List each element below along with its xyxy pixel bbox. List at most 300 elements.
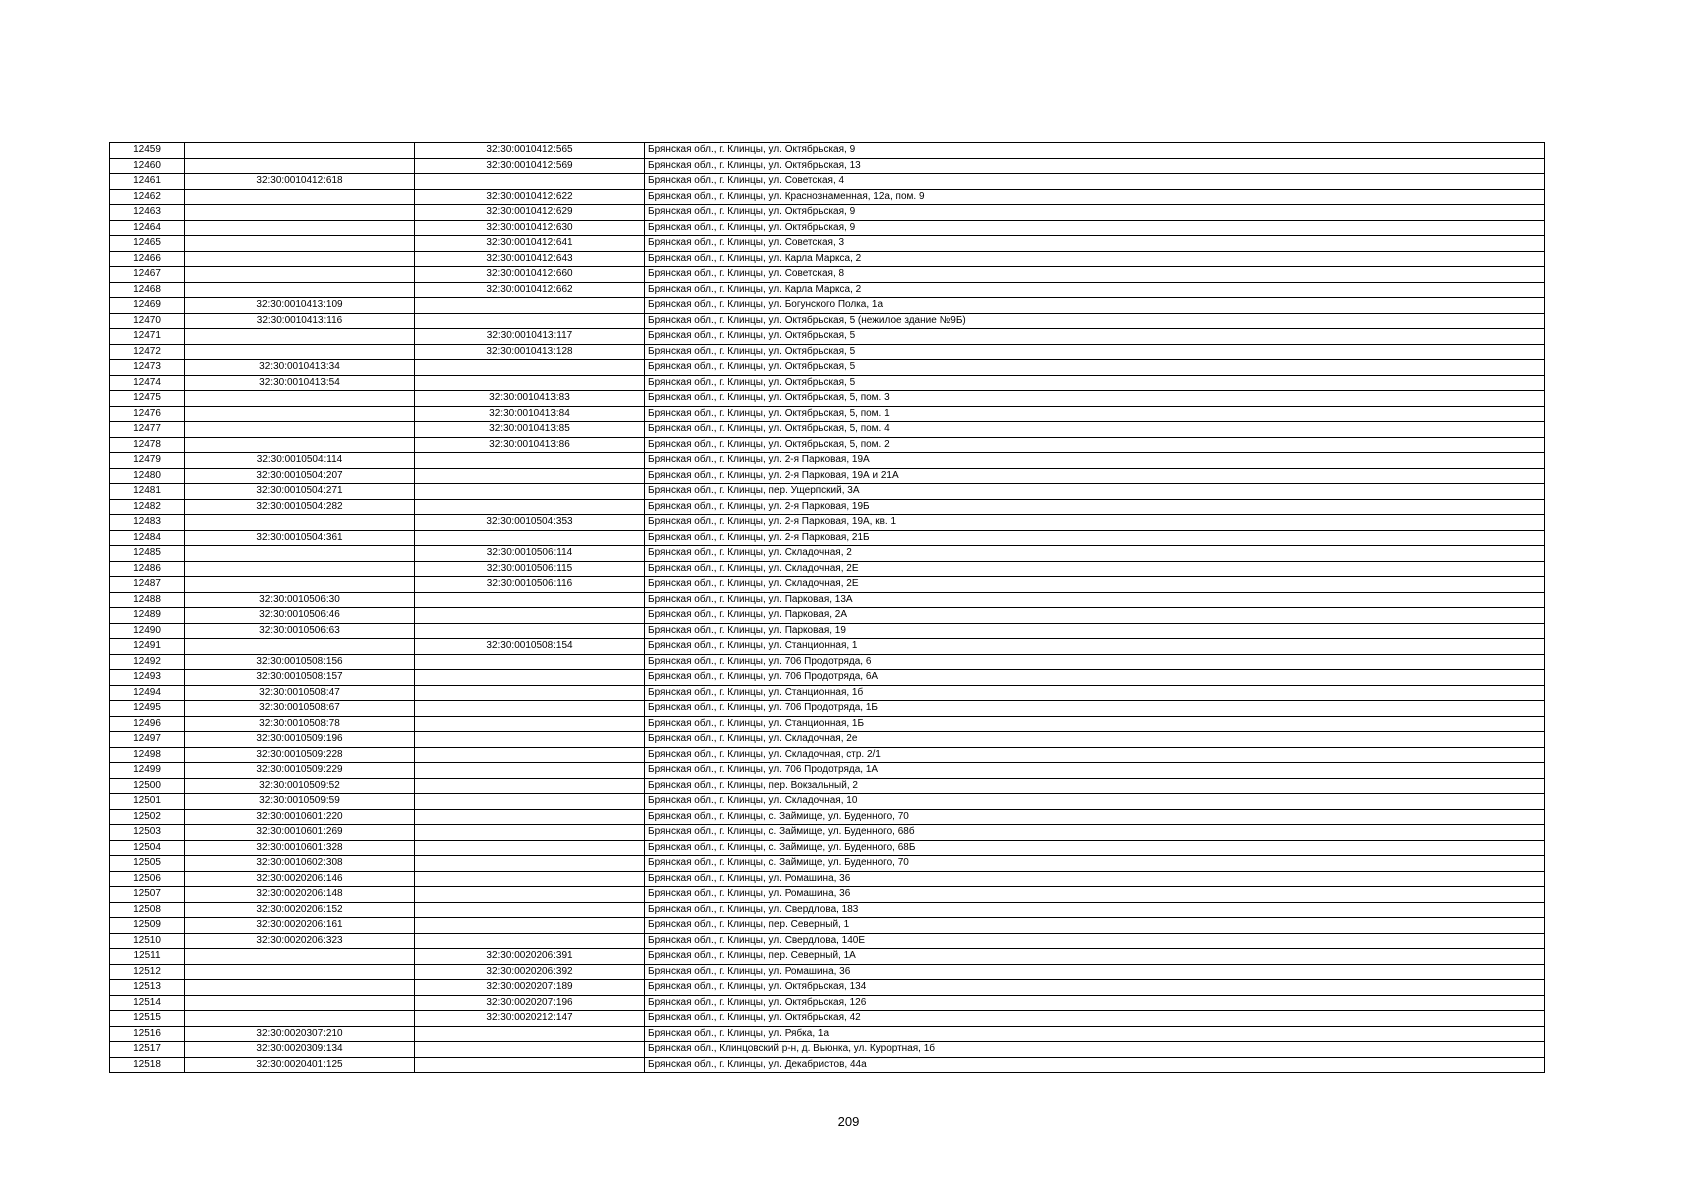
cadastral-object-cell: 32:30:0010413:83 — [415, 391, 645, 407]
table-row — [110, 716, 1545, 732]
cadastral-land-cell: 32:30:0010506:46 — [185, 608, 415, 624]
cadastral-land-cell: 32:30:0010506:30 — [185, 592, 415, 608]
row-number-cell: 12465 — [110, 236, 185, 252]
row-number-cell: 12514 — [110, 995, 185, 1011]
cadastral-object-cell — [415, 592, 645, 608]
table-row — [110, 918, 1545, 934]
row-number-cell: 12473 — [110, 360, 185, 376]
cadastral-land-cell: 32:30:0010509:52 — [185, 778, 415, 794]
table-row — [110, 995, 1545, 1011]
row-number-cell: 12478 — [110, 437, 185, 453]
cadastral-object-cell: 32:30:0020206:391 — [415, 949, 645, 965]
cadastral-object-cell — [415, 701, 645, 717]
address-cell: Брянская обл., г. Клинцы, ул. Октябрьская, 13 — [645, 158, 1545, 174]
cadastral-land-cell — [185, 344, 415, 360]
cadastral-object-cell — [415, 468, 645, 484]
address-cell: Брянская обл., г. Клинцы, ул. 2-я Парковая, 21Б — [645, 530, 1545, 546]
cadastral-object-cell: 32:30:0010412:662 — [415, 282, 645, 298]
cadastral-object-cell: 32:30:0010506:115 — [415, 561, 645, 577]
address-cell: Брянская обл., г. Клинцы, ул. Октябрьская, 5 — [645, 375, 1545, 391]
address-cell: Брянская обл., г. Клинцы, ул. 2-я Парковая, 19А, кв. 1 — [645, 515, 1545, 531]
cadastral-object-cell: 32:30:0010413:85 — [415, 422, 645, 438]
table-row — [110, 608, 1545, 624]
row-number-cell: 12506 — [110, 871, 185, 887]
cadastral-object-cell — [415, 747, 645, 763]
cadastral-land-cell: 32:30:0010601:220 — [185, 809, 415, 825]
cadastral-object-cell — [415, 732, 645, 748]
table-row — [110, 980, 1545, 996]
table-row — [110, 298, 1545, 314]
cadastral-land-cell — [185, 949, 415, 965]
cadastral-land-cell: 32:30:0010508:156 — [185, 654, 415, 670]
address-cell: Брянская обл., г. Клинцы, ул. 2-я Парковая, 19Б — [645, 499, 1545, 515]
row-number-cell: 12494 — [110, 685, 185, 701]
cadastral-land-cell: 32:30:0010413:109 — [185, 298, 415, 314]
address-cell: Брянская обл., г. Клинцы, ул. Карла Маркса, 2 — [645, 282, 1545, 298]
cadastral-object-cell — [415, 375, 645, 391]
address-cell: Брянская обл., г. Клинцы, ул. Рябка, 1а — [645, 1026, 1545, 1042]
table-row — [110, 251, 1545, 267]
cadastral-land-cell — [185, 995, 415, 1011]
cadastral-object-cell: 32:30:0010412:630 — [415, 220, 645, 236]
address-cell: Брянская обл., г. Клинцы, ул. Октябрьская, 5 — [645, 329, 1545, 345]
address-cell: Брянская обл., г. Клинцы, ул. Ромашина, 36 — [645, 964, 1545, 980]
table-row — [110, 1026, 1545, 1042]
row-number-cell: 12477 — [110, 422, 185, 438]
table-row — [110, 344, 1545, 360]
cadastral-object-cell — [415, 313, 645, 329]
table-row — [110, 1042, 1545, 1058]
address-cell: Брянская обл., г. Клинцы, ул. Октябрьская, 134 — [645, 980, 1545, 996]
cadastral-object-cell — [415, 608, 645, 624]
table-row — [110, 313, 1545, 329]
address-cell: Брянская обл., г. Клинцы, ул. Парковая, 19 — [645, 623, 1545, 639]
cadastral-object-cell: 32:30:0010412:622 — [415, 189, 645, 205]
table-row — [110, 360, 1545, 376]
cadastral-land-cell — [185, 205, 415, 221]
cadastral-land-cell: 32:30:0010601:269 — [185, 825, 415, 841]
address-cell: Брянская обл., г. Клинцы, ул. Декабристов, 44а — [645, 1057, 1545, 1073]
row-number-cell: 12460 — [110, 158, 185, 174]
cadastral-object-cell — [415, 840, 645, 856]
cadastral-land-cell: 32:30:0020206:146 — [185, 871, 415, 887]
cadastral-object-cell: 32:30:0020207:196 — [415, 995, 645, 1011]
table-row — [110, 654, 1545, 670]
cadastral-object-cell — [415, 530, 645, 546]
row-number-cell: 12464 — [110, 220, 185, 236]
table-row — [110, 701, 1545, 717]
address-cell: Брянская обл., г. Клинцы, ул. Октябрьская, 42 — [645, 1011, 1545, 1027]
cadastral-object-cell — [415, 794, 645, 810]
cadastral-object-cell: 32:30:0020212:147 — [415, 1011, 645, 1027]
row-number-cell: 12481 — [110, 484, 185, 500]
address-cell: Брянская обл., г. Клинцы, ул. Станционная, 1Б — [645, 716, 1545, 732]
address-cell: Брянская обл., г. Клинцы, ул. Ромашина, 36 — [645, 887, 1545, 903]
cadastral-land-cell — [185, 267, 415, 283]
table-row — [110, 964, 1545, 980]
cadastral-land-cell — [185, 391, 415, 407]
cadastral-land-cell: 32:30:0010504:361 — [185, 530, 415, 546]
table-row — [110, 794, 1545, 810]
table-row — [110, 809, 1545, 825]
table-row — [110, 375, 1545, 391]
cadastral-land-cell — [185, 422, 415, 438]
address-cell: Брянская обл., г. Клинцы, ул. Октябрьская, 5 — [645, 344, 1545, 360]
table-row — [110, 1057, 1545, 1073]
table-row — [110, 267, 1545, 283]
cadastral-object-cell — [415, 1026, 645, 1042]
address-cell: Брянская обл., г. Клинцы, ул. 706 Продотряда, 1А — [645, 763, 1545, 779]
table-row — [110, 949, 1545, 965]
row-number-cell: 12480 — [110, 468, 185, 484]
cadastral-land-cell: 32:30:0010413:116 — [185, 313, 415, 329]
address-cell: Брянская обл., г. Клинцы, ул. Складочная, стр. 2/1 — [645, 747, 1545, 763]
cadastral-object-cell — [415, 871, 645, 887]
table-row — [110, 189, 1545, 205]
cadastral-object-cell: 32:30:0010508:154 — [415, 639, 645, 655]
cadastral-land-cell: 32:30:0010508:47 — [185, 685, 415, 701]
cadastral-object-cell: 32:30:0010413:86 — [415, 437, 645, 453]
table-row — [110, 468, 1545, 484]
row-number-cell: 12470 — [110, 313, 185, 329]
address-cell: Брянская обл., г. Клинцы, ул. Станционная, 1 — [645, 639, 1545, 655]
cadastral-land-cell — [185, 639, 415, 655]
cadastral-land-cell: 32:30:0010504:207 — [185, 468, 415, 484]
table-row — [110, 732, 1545, 748]
row-number-cell: 12517 — [110, 1042, 185, 1058]
property-register-table — [109, 142, 1545, 1073]
cadastral-object-cell — [415, 887, 645, 903]
cadastral-land-cell — [185, 220, 415, 236]
table-row — [110, 515, 1545, 531]
cadastral-land-cell — [185, 437, 415, 453]
cadastral-object-cell — [415, 453, 645, 469]
address-cell: Брянская обл., г. Клинцы, ул. Богунского Полка, 1а — [645, 298, 1545, 314]
table-row — [110, 825, 1545, 841]
address-cell: Брянская обл., г. Клинцы, ул. Парковая, 13А — [645, 592, 1545, 608]
cadastral-land-cell — [185, 561, 415, 577]
table-row — [110, 530, 1545, 546]
row-number-cell: 12504 — [110, 840, 185, 856]
address-cell: Брянская обл., Клинцовский р-н, д. Вьюнка, ул. Курортная, 1б — [645, 1042, 1545, 1058]
address-cell: Брянская обл., г. Клинцы, ул. Парковая, 2А — [645, 608, 1545, 624]
cadastral-object-cell: 32:30:0010506:114 — [415, 546, 645, 562]
row-number-cell: 12518 — [110, 1057, 185, 1073]
cadastral-land-cell: 32:30:0010504:114 — [185, 453, 415, 469]
cadastral-land-cell: 32:30:0010509:229 — [185, 763, 415, 779]
cadastral-object-cell: 32:30:0010412:660 — [415, 267, 645, 283]
address-cell: Брянская обл., г. Клинцы, ул. Октябрьская, 5, пом. 1 — [645, 406, 1545, 422]
row-number-cell: 12493 — [110, 670, 185, 686]
table-row — [110, 763, 1545, 779]
cadastral-land-cell: 32:30:0010602:308 — [185, 856, 415, 872]
cadastral-object-cell — [415, 763, 645, 779]
cadastral-object-cell: 32:30:0010413:117 — [415, 329, 645, 345]
cadastral-land-cell: 32:30:0020206:152 — [185, 902, 415, 918]
address-cell: Брянская обл., г. Клинцы, ул. 706 Продотряда, 6 — [645, 654, 1545, 670]
address-cell: Брянская обл., г. Клинцы, ул. Складочная, 2 — [645, 546, 1545, 562]
cadastral-land-cell — [185, 282, 415, 298]
cadastral-object-cell: 32:30:0010412:641 — [415, 236, 645, 252]
cadastral-object-cell: 32:30:0010412:565 — [415, 143, 645, 159]
address-cell: Брянская обл., г. Клинцы, пер. Вокзальный, 2 — [645, 778, 1545, 794]
cadastral-object-cell — [415, 670, 645, 686]
table-row — [110, 933, 1545, 949]
table-row — [110, 840, 1545, 856]
table-row — [110, 220, 1545, 236]
cadastral-object-cell — [415, 1057, 645, 1073]
address-cell: Брянская обл., г. Клинцы, ул. Ромашина, 36 — [645, 871, 1545, 887]
cadastral-land-cell — [185, 143, 415, 159]
row-number-cell: 12511 — [110, 949, 185, 965]
table-row — [110, 453, 1545, 469]
table-row — [110, 546, 1545, 562]
cadastral-land-cell: 32:30:0010509:59 — [185, 794, 415, 810]
row-number-cell: 12510 — [110, 933, 185, 949]
cadastral-object-cell — [415, 918, 645, 934]
address-cell: Брянская обл., г. Клинцы, ул. Октябрьская, 5 (нежилое здание №9Б) — [645, 313, 1545, 329]
table-row — [110, 499, 1545, 515]
row-number-cell: 12503 — [110, 825, 185, 841]
address-cell: Брянская обл., г. Клинцы, ул. Октябрьская, 9 — [645, 220, 1545, 236]
cadastral-land-cell: 32:30:0010508:157 — [185, 670, 415, 686]
address-cell: Брянская обл., г. Клинцы, ул. Свердлова, 140Е — [645, 933, 1545, 949]
cadastral-land-cell: 32:30:0010413:34 — [185, 360, 415, 376]
row-number-cell: 12502 — [110, 809, 185, 825]
cadastral-object-cell: 32:30:0020206:392 — [415, 964, 645, 980]
cadastral-object-cell — [415, 856, 645, 872]
cadastral-object-cell — [415, 825, 645, 841]
row-number-cell: 12459 — [110, 143, 185, 159]
cadastral-land-cell: 32:30:0020206:323 — [185, 933, 415, 949]
row-number-cell: 12516 — [110, 1026, 185, 1042]
table-row — [110, 856, 1545, 872]
cadastral-land-cell: 32:30:0020401:125 — [185, 1057, 415, 1073]
table-row — [110, 902, 1545, 918]
table-row — [110, 236, 1545, 252]
cadastral-object-cell — [415, 902, 645, 918]
address-cell: Брянская обл., г. Клинцы, ул. Октябрьская, 5, пом. 2 — [645, 437, 1545, 453]
cadastral-land-cell: 32:30:0010504:282 — [185, 499, 415, 515]
cadastral-object-cell — [415, 174, 645, 190]
table-row — [110, 205, 1545, 221]
address-cell: Брянская обл., г. Клинцы, ул. Карла Маркса, 2 — [645, 251, 1545, 267]
cadastral-land-cell: 32:30:0010412:618 — [185, 174, 415, 190]
address-cell: Брянская обл., г. Клинцы, ул. Складочная, 2Е — [645, 577, 1545, 593]
address-cell: Брянская обл., г. Клинцы, ул. Октябрьская, 9 — [645, 143, 1545, 159]
cadastral-object-cell — [415, 484, 645, 500]
row-number-cell: 12490 — [110, 623, 185, 639]
cadastral-object-cell: 32:30:0020207:189 — [415, 980, 645, 996]
cadastral-object-cell: 32:30:0010412:629 — [415, 205, 645, 221]
cadastral-object-cell — [415, 809, 645, 825]
row-number-cell: 12508 — [110, 902, 185, 918]
row-number-cell: 12484 — [110, 530, 185, 546]
cadastral-land-cell — [185, 251, 415, 267]
row-number-cell: 12472 — [110, 344, 185, 360]
row-number-cell: 12512 — [110, 964, 185, 980]
row-number-cell: 12515 — [110, 1011, 185, 1027]
cadastral-land-cell: 32:30:0010601:328 — [185, 840, 415, 856]
cadastral-land-cell: 32:30:0010509:196 — [185, 732, 415, 748]
cadastral-object-cell — [415, 499, 645, 515]
table-body — [110, 143, 1545, 1073]
cadastral-land-cell — [185, 515, 415, 531]
address-cell: Брянская обл., г. Клинцы, пер. Ущерпский, 3А — [645, 484, 1545, 500]
cadastral-object-cell: 32:30:0010412:569 — [415, 158, 645, 174]
table-row — [110, 484, 1545, 500]
table-row — [110, 747, 1545, 763]
address-cell: Брянская обл., г. Клинцы, ул. Краснознаменная, 12а, пом. 9 — [645, 189, 1545, 205]
cadastral-object-cell: 32:30:0010412:643 — [415, 251, 645, 267]
table-row — [110, 391, 1545, 407]
cadastral-land-cell: 32:30:0020206:161 — [185, 918, 415, 934]
cadastral-land-cell: 32:30:0020206:148 — [185, 887, 415, 903]
row-number-cell: 12500 — [110, 778, 185, 794]
table-row — [110, 639, 1545, 655]
address-cell: Брянская обл., г. Клинцы, с. Займище, ул. Буденного, 68б — [645, 825, 1545, 841]
row-number-cell: 12487 — [110, 577, 185, 593]
table-row — [110, 561, 1545, 577]
address-cell: Брянская обл., г. Клинцы, с. Займище, ул. Буденного, 70 — [645, 856, 1545, 872]
row-number-cell: 12474 — [110, 375, 185, 391]
cadastral-object-cell — [415, 933, 645, 949]
cadastral-land-cell: 32:30:0010506:63 — [185, 623, 415, 639]
row-number-cell: 12513 — [110, 980, 185, 996]
address-cell: Брянская обл., г. Клинцы, пер. Северный, 1А — [645, 949, 1545, 965]
address-cell: Брянская обл., г. Клинцы, ул. 706 Продотряда, 6А — [645, 670, 1545, 686]
address-cell: Брянская обл., г. Клинцы, ул. Свердлова, 183 — [645, 902, 1545, 918]
table-row — [110, 1011, 1545, 1027]
address-cell: Брянская обл., г. Клинцы, ул. Октябрьская, 5, пом. 3 — [645, 391, 1545, 407]
row-number-cell: 12468 — [110, 282, 185, 298]
cadastral-land-cell: 32:30:0010413:54 — [185, 375, 415, 391]
cadastral-land-cell — [185, 1011, 415, 1027]
row-number-cell: 12501 — [110, 794, 185, 810]
address-cell: Брянская обл., г. Клинцы, ул. Советская, 4 — [645, 174, 1545, 190]
address-cell: Брянская обл., г. Клинцы, ул. 2-я Парковая, 19А и 21А — [645, 468, 1545, 484]
table-row — [110, 158, 1545, 174]
cadastral-land-cell — [185, 406, 415, 422]
row-number-cell: 12492 — [110, 654, 185, 670]
cadastral-object-cell — [415, 360, 645, 376]
cadastral-land-cell — [185, 577, 415, 593]
cadastral-object-cell: 32:30:0010506:116 — [415, 577, 645, 593]
table-row — [110, 778, 1545, 794]
row-number-cell: 12507 — [110, 887, 185, 903]
row-number-cell: 12463 — [110, 205, 185, 221]
row-number-cell: 12509 — [110, 918, 185, 934]
cadastral-land-cell: 32:30:0020307:210 — [185, 1026, 415, 1042]
address-cell: Брянская обл., г. Клинцы, ул. Складочная, 10 — [645, 794, 1545, 810]
cadastral-land-cell — [185, 189, 415, 205]
cadastral-land-cell: 32:30:0010509:228 — [185, 747, 415, 763]
row-number-cell: 12482 — [110, 499, 185, 515]
row-number-cell: 12469 — [110, 298, 185, 314]
cadastral-land-cell — [185, 329, 415, 345]
page-number: 209 — [837, 1114, 860, 1129]
address-cell: Брянская обл., г. Клинцы, ул. Станционная, 1б — [645, 685, 1545, 701]
table-row — [110, 592, 1545, 608]
row-number-cell: 12485 — [110, 546, 185, 562]
cadastral-land-cell: 32:30:0010504:271 — [185, 484, 415, 500]
row-number-cell: 12476 — [110, 406, 185, 422]
address-cell: Брянская обл., г. Клинцы, ул. Складочная, 2е — [645, 732, 1545, 748]
cadastral-land-cell — [185, 964, 415, 980]
row-number-cell: 12496 — [110, 716, 185, 732]
cadastral-land-cell: 32:30:0010508:67 — [185, 701, 415, 717]
cadastral-object-cell: 32:30:0010413:84 — [415, 406, 645, 422]
cadastral-object-cell: 32:30:0010504:353 — [415, 515, 645, 531]
row-number-cell: 12491 — [110, 639, 185, 655]
address-cell: Брянская обл., г. Клинцы, ул. Советская, 3 — [645, 236, 1545, 252]
address-cell: Брянская обл., г. Клинцы, ул. Октябрьская, 5, пом. 4 — [645, 422, 1545, 438]
cadastral-object-cell: 32:30:0010413:128 — [415, 344, 645, 360]
row-number-cell: 12489 — [110, 608, 185, 624]
row-number-cell: 12462 — [110, 189, 185, 205]
cadastral-object-cell — [415, 685, 645, 701]
table-row — [110, 143, 1545, 159]
row-number-cell: 12479 — [110, 453, 185, 469]
row-number-cell: 12483 — [110, 515, 185, 531]
row-number-cell: 12495 — [110, 701, 185, 717]
row-number-cell: 12499 — [110, 763, 185, 779]
address-cell: Брянская обл., г. Клинцы, ул. Октябрьская, 5 — [645, 360, 1545, 376]
table-row — [110, 871, 1545, 887]
cadastral-object-cell — [415, 623, 645, 639]
row-number-cell: 12467 — [110, 267, 185, 283]
address-cell: Брянская обл., г. Клинцы, ул. Складочная, 2Е — [645, 561, 1545, 577]
address-cell: Брянская обл., г. Клинцы, ул. 2-я Парковая, 19А — [645, 453, 1545, 469]
cadastral-land-cell — [185, 980, 415, 996]
cadastral-land-cell: 32:30:0020309:134 — [185, 1042, 415, 1058]
cadastral-object-cell — [415, 716, 645, 732]
row-number-cell: 12486 — [110, 561, 185, 577]
row-number-cell: 12461 — [110, 174, 185, 190]
cadastral-land-cell: 32:30:0010508:78 — [185, 716, 415, 732]
cadastral-object-cell — [415, 654, 645, 670]
address-cell: Брянская обл., г. Клинцы, ул. 706 Продотряда, 1Б — [645, 701, 1545, 717]
table-row — [110, 406, 1545, 422]
address-cell: Брянская обл., г. Клинцы, пер. Северный, 1 — [645, 918, 1545, 934]
cadastral-object-cell — [415, 298, 645, 314]
row-number-cell: 12497 — [110, 732, 185, 748]
address-cell: Брянская обл., г. Клинцы, с. Займище, ул. Буденного, 70 — [645, 809, 1545, 825]
address-cell: Брянская обл., г. Клинцы, с. Займище, ул. Буденного, 68Б — [645, 840, 1545, 856]
table-row — [110, 282, 1545, 298]
row-number-cell: 12471 — [110, 329, 185, 345]
row-number-cell: 12475 — [110, 391, 185, 407]
address-cell: Брянская обл., г. Клинцы, ул. Октябрьская, 126 — [645, 995, 1545, 1011]
row-number-cell: 12498 — [110, 747, 185, 763]
cadastral-object-cell — [415, 1042, 645, 1058]
row-number-cell: 12466 — [110, 251, 185, 267]
table-row — [110, 422, 1545, 438]
cadastral-object-cell — [415, 778, 645, 794]
table-row — [110, 685, 1545, 701]
table-row — [110, 174, 1545, 190]
table-row — [110, 329, 1545, 345]
row-number-cell: 12505 — [110, 856, 185, 872]
row-number-cell: 12488 — [110, 592, 185, 608]
address-cell: Брянская обл., г. Клинцы, ул. Октябрьская, 9 — [645, 205, 1545, 221]
cadastral-land-cell — [185, 546, 415, 562]
address-cell: Брянская обл., г. Клинцы, ул. Советская, 8 — [645, 267, 1545, 283]
table-row — [110, 623, 1545, 639]
table-row — [110, 577, 1545, 593]
cadastral-land-cell — [185, 236, 415, 252]
cadastral-land-cell — [185, 158, 415, 174]
